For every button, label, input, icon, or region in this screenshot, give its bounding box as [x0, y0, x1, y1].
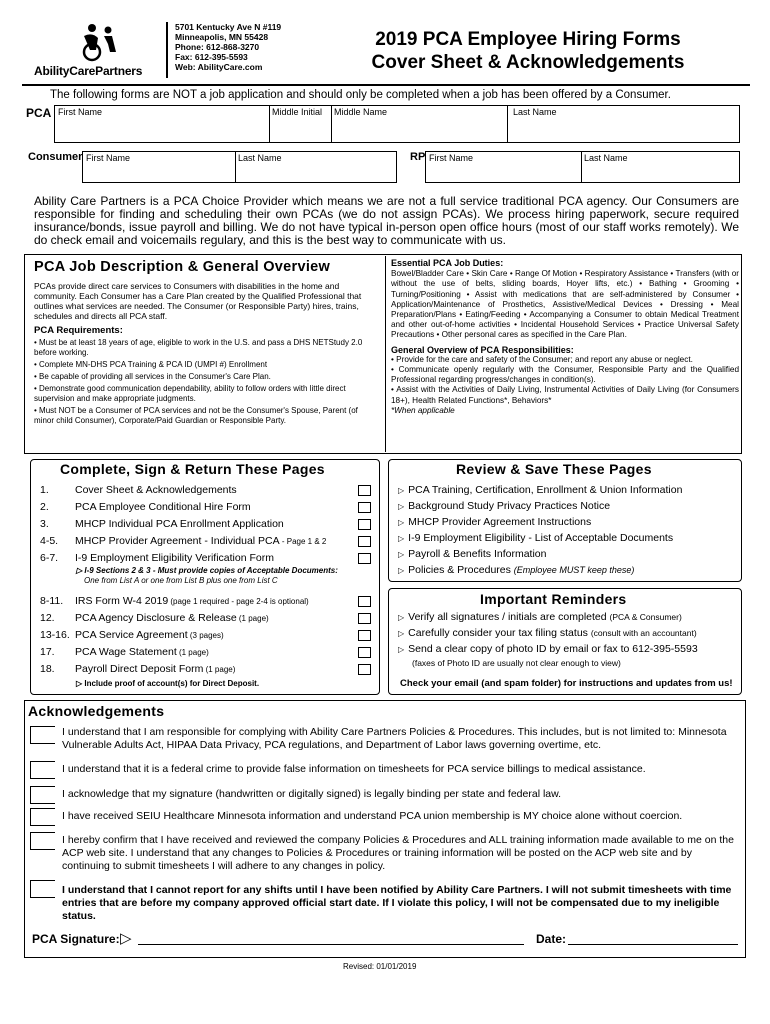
consumer-first-name-field[interactable] — [83, 152, 236, 182]
triangle-icon: ▷ — [398, 629, 405, 638]
ack-item: I have received SEIU Healthcare Minnesota information and understand PCA union membership is MY choice alone without coercion. — [62, 810, 683, 822]
triangle-icon: ▷ — [398, 534, 405, 543]
req-item: • Must NOT be a Consumer of PCA services and not be the Consumer's Spouse, Parent (of minor child Consumer), Corporate/Paid Guardian or Responsible Party. — [34, 406, 358, 425]
reminder-item: ▷ Send a clear copy of photo ID by email or fax to 612-395-5593 — [398, 643, 698, 655]
signature-line[interactable] — [138, 944, 524, 945]
pca-first-name-field[interactable] — [55, 106, 270, 142]
phone: Phone: 612-868-3270 — [175, 42, 260, 52]
resp-note: *When applicable — [391, 405, 455, 415]
pca-mi-label: Middle Initial — [272, 107, 323, 117]
review-item: ▷ Payroll & Benefits Information — [398, 548, 547, 560]
job-title: PCA Job Description & General Overview — [34, 259, 331, 275]
pca-name-fields — [54, 105, 740, 143]
ack-initial-box[interactable] — [30, 726, 55, 744]
consumer-last-name-field[interactable] — [235, 152, 395, 182]
page-title — [318, 28, 738, 74]
rp-first-name-field[interactable] — [426, 152, 582, 182]
req-item: • Demonstrate good communication dependability, ability to follow orders with little direct supervision and make appropriate judgments. — [34, 384, 346, 403]
req-item: • Complete MN-DHS PCA Training & PCA ID (UMPI #) Enrollment — [34, 360, 268, 369]
complete-item: 1. Cover Sheet & Acknowledgements — [40, 484, 237, 496]
complete-item: 18. Payroll Direct Deposit Form (1 page) — [40, 663, 236, 675]
complete-item: 17. PCA Wage Statement (1 page) — [40, 646, 209, 658]
job-right-column — [391, 258, 739, 416]
duties-text: Bowel/Bladder Care • Skin Care • Range Of Motion • Respiratory Assistance • Transfers (with or without the use of belts, sliding boards, Hoyer lifts, etc.) • Bathing • Grooming • Turning/Positioning • Assist with medications that are self-administered by Consumer • Application/Maintenance of Prosthetics, Assistive/Medical Devices • Dressing • Meal Preparation/Plans • Eating/Feeding • Accompanying a Consumer to obtain Medical Treatment and other out-of-home activities • Incidental Household Services • Practice Universal Safety Precautions • Other personal cares as specified in the Care Plan. — [391, 269, 739, 340]
resp-item: • Assist with the Activities of Daily Living, Instrumental Activities of Daily Living (for Consumers 18+), Health Related Functions*, Behaviors* — [391, 385, 739, 405]
pca-last-label: Last Name — [513, 107, 557, 117]
logo — [72, 22, 132, 62]
pca-middle-initial-field[interactable] — [269, 106, 332, 142]
complete-item: 8-11. IRS Form W-4 2019 (page 1 required - page 2-4 is optional) — [40, 595, 309, 607]
ack-item: I understand that I am responsible for complying with Ability Care Partners Policies & Procedures. This includes, but is not limited to: Minnesota Vulnerable Adults Act, HIPAA Data Privacy, PCA regulations, and Department of Labor laws governing overtime, etc. — [62, 726, 727, 751]
req-item: • Be capable of providing all services in the Consumer's Care Plan. — [34, 372, 271, 381]
reminder-item: ▷ Carefully consider your tax filing status (consult with an accountant) — [398, 627, 697, 639]
reminder-email: Check your email (and spam folder) for instructions and updates from us! — [400, 678, 733, 689]
ack-initial-box[interactable] — [30, 808, 55, 826]
pca-middle-label: Middle Name — [334, 107, 388, 117]
logo-people-icon — [72, 22, 132, 62]
date-label: Date: — [536, 932, 567, 946]
ack-initial-box[interactable] — [30, 761, 55, 779]
fax: Fax: 612-395-5593 — [175, 52, 248, 62]
rp-label: RP — [410, 151, 426, 163]
item-checkbox[interactable] — [358, 502, 371, 513]
header-rule — [22, 84, 750, 86]
item-checkbox[interactable] — [358, 630, 371, 641]
reminder-fax-note: (faxes of Photo ID are usually not clear enough to view) — [412, 658, 621, 668]
website: Web: AbilityCare.com — [175, 62, 263, 72]
rp-last-label: Last Name — [584, 153, 628, 163]
ack-title: Acknowledgements — [28, 703, 165, 719]
header-divider — [166, 22, 168, 78]
review-item: ▷ I-9 Employment Eligibility - List of Acceptable Documents — [398, 532, 674, 544]
complete-item: 13-16. PCA Service Agreement (3 pages) — [40, 629, 224, 641]
ack-item: I acknowledge that my signature (handwritten or digitally signed) is legally binding per state and federal law. — [62, 788, 562, 800]
address-line2: Minneapolis, MN 55428 — [175, 32, 269, 42]
consumer-label: Consumer — [28, 151, 83, 163]
triangle-icon: ▷ — [76, 679, 85, 688]
review-title: Review & Save These Pages — [456, 461, 652, 477]
pca-label: PCA — [26, 106, 52, 120]
review-item: ▷ PCA Training, Certification, Enrollment & Union Information — [398, 484, 683, 496]
triangle-icon: ▷ — [398, 502, 405, 511]
triangle-icon: ▷ — [76, 566, 85, 575]
i9-note: ▷ I-9 Sections 2 & 3 - Must provide copies of Acceptable Documents: One from List A or one from List B plus one from List C — [76, 566, 338, 585]
triangle-icon: ▷ — [398, 550, 405, 559]
item-checkbox[interactable] — [358, 519, 371, 530]
notice: The following forms are NOT a job application and should only be completed when a job has been offered by a Consumer. — [50, 89, 671, 101]
item-checkbox[interactable] — [358, 613, 371, 624]
reminders-title: Important Reminders — [480, 591, 627, 607]
req-title: PCA Requirements: — [34, 325, 123, 336]
item-checkbox[interactable] — [358, 553, 371, 564]
rp-last-name-field[interactable] — [581, 152, 739, 182]
ack-initial-box[interactable] — [30, 880, 55, 898]
job-divider — [385, 256, 386, 452]
item-checkbox[interactable] — [358, 596, 371, 607]
triangle-icon: ▷ — [398, 518, 405, 527]
complete-item: 6-7. I-9 Employment Eligibility Verification Form — [40, 552, 274, 564]
direct-deposit-note: ▷ Include proof of account(s) for Direct Deposit. — [76, 679, 260, 688]
ack-initial-box[interactable] — [30, 786, 55, 804]
sign-arrow-icon: ▷ — [120, 930, 132, 947]
consumer-first-label: First Name — [86, 153, 131, 163]
item-checkbox[interactable] — [358, 647, 371, 658]
title-line1: 2019 PCA Employee Hiring Forms — [375, 29, 681, 50]
triangle-icon: ▷ — [398, 645, 405, 654]
review-item: ▷ Background Study Privacy Practices Notice — [398, 500, 611, 512]
ack-item: I understand that I cannot report for any shifts until I have been notified by Ability Care Partners. I will not submit timesheets with time entries that are before my company approved official start date. If I violate this policy, I will not be compensated due to my ineligible status. — [62, 884, 732, 922]
address-block — [175, 22, 281, 72]
intro-paragraph: Ability Care Partners is a PCA Choice Provider which means we are not a full service traditional PCA agency. Our Consumers are responsible for finding and scheduling their own PCAs (we do not assign PCAs). We process hiring paperwork, secure required insurance/bonds, issue payroll and billing. We do not have typical in-person open office hours (most of our staff works remotely). We do check email and voicemails regulary, and this is the best way to communicate with us. — [34, 194, 739, 247]
review-item: ▷ MHCP Provider Agreement Instructions — [398, 516, 592, 528]
ack-item: I understand that it is a federal crime to provide false information on timesheets for PCA service billings to medical assistance. — [62, 763, 646, 775]
brand-name: AbilityCarePartners — [34, 64, 143, 78]
triangle-icon: ▷ — [398, 566, 405, 575]
complete-item: 4-5. MHCP Provider Agreement - Individual PCA - Page 1 & 2 — [40, 535, 327, 547]
pca-last-name-field[interactable] — [507, 106, 739, 142]
revised-date: Revised: 01/01/2019 — [343, 962, 417, 971]
item-checkbox[interactable] — [358, 485, 371, 496]
review-item: ▷ Policies & Procedures (Employee MUST keep these) — [398, 564, 635, 576]
duties-title: Essential PCA Job Duties: — [391, 258, 504, 268]
complete-item: 2. PCA Employee Conditional Hire Form — [40, 501, 251, 513]
complete-item: 3. MHCP Individual PCA Enrollment Application — [40, 518, 284, 530]
triangle-icon: ▷ — [398, 486, 405, 495]
signature-label: PCA Signature: — [32, 932, 120, 946]
complete-item: 12. PCA Agency Disclosure & Release (1 page) — [40, 612, 269, 624]
consumer-last-label: Last Name — [238, 153, 282, 163]
pca-middle-name-field[interactable] — [331, 106, 508, 142]
req-item: • Must be at least 18 years of age, eligible to work in the U.S. and pass a DHS NETStudy 2.0 before working. — [34, 338, 363, 357]
ack-initial-box[interactable] — [30, 832, 55, 850]
job-desc: PCAs provide direct care services to Consumers with disabilities in the home and community. Each Consumer has a Care Plan created by the Qualified Professional that outlines what services are needed. The Consumer (or Responsible Party) hires, trains, schedules and directs all PCA staff. — [34, 281, 362, 321]
pca-first-label: First Name — [58, 107, 103, 117]
complete-title: Complete, Sign & Return These Pages — [60, 461, 325, 477]
item-checkbox[interactable] — [358, 664, 371, 675]
rp-first-label: First Name — [429, 153, 474, 163]
resp-item: • Provide for the care and safety of the Consumer; and report any abuse or neglect. — [391, 354, 693, 364]
address-line1: 5701 Kentucky Ave N #119 — [175, 22, 282, 32]
resp-item: • Communicate openly regularly with the Consumer, Responsible Party and the Qualified Professional regarding progress/changes in condition(s). — [391, 365, 739, 385]
ack-item: I hereby confirm that I have received and reviewed the company Policies & Procedures and ALL training information made available to me on the ACP web site. I understand that any changes to Policies & Procedures or training information will be posted on the ACP web site and by continuing to submit timesheets I will adhere to any changes in policy. — [62, 834, 734, 872]
title-line2: Cover Sheet & Acknowledgements — [371, 52, 685, 73]
date-line[interactable] — [568, 944, 738, 945]
reminder-item: ▷ Verify all signatures / initials are completed (PCA & Consumer) — [398, 611, 682, 623]
item-checkbox[interactable] — [358, 536, 371, 547]
consumer-name-fields — [82, 151, 397, 183]
rp-name-fields — [425, 151, 740, 183]
job-left-column — [34, 281, 380, 428]
resp-title: General Overview of PCA Responsibilities: — [391, 344, 574, 355]
triangle-icon: ▷ — [398, 613, 405, 622]
